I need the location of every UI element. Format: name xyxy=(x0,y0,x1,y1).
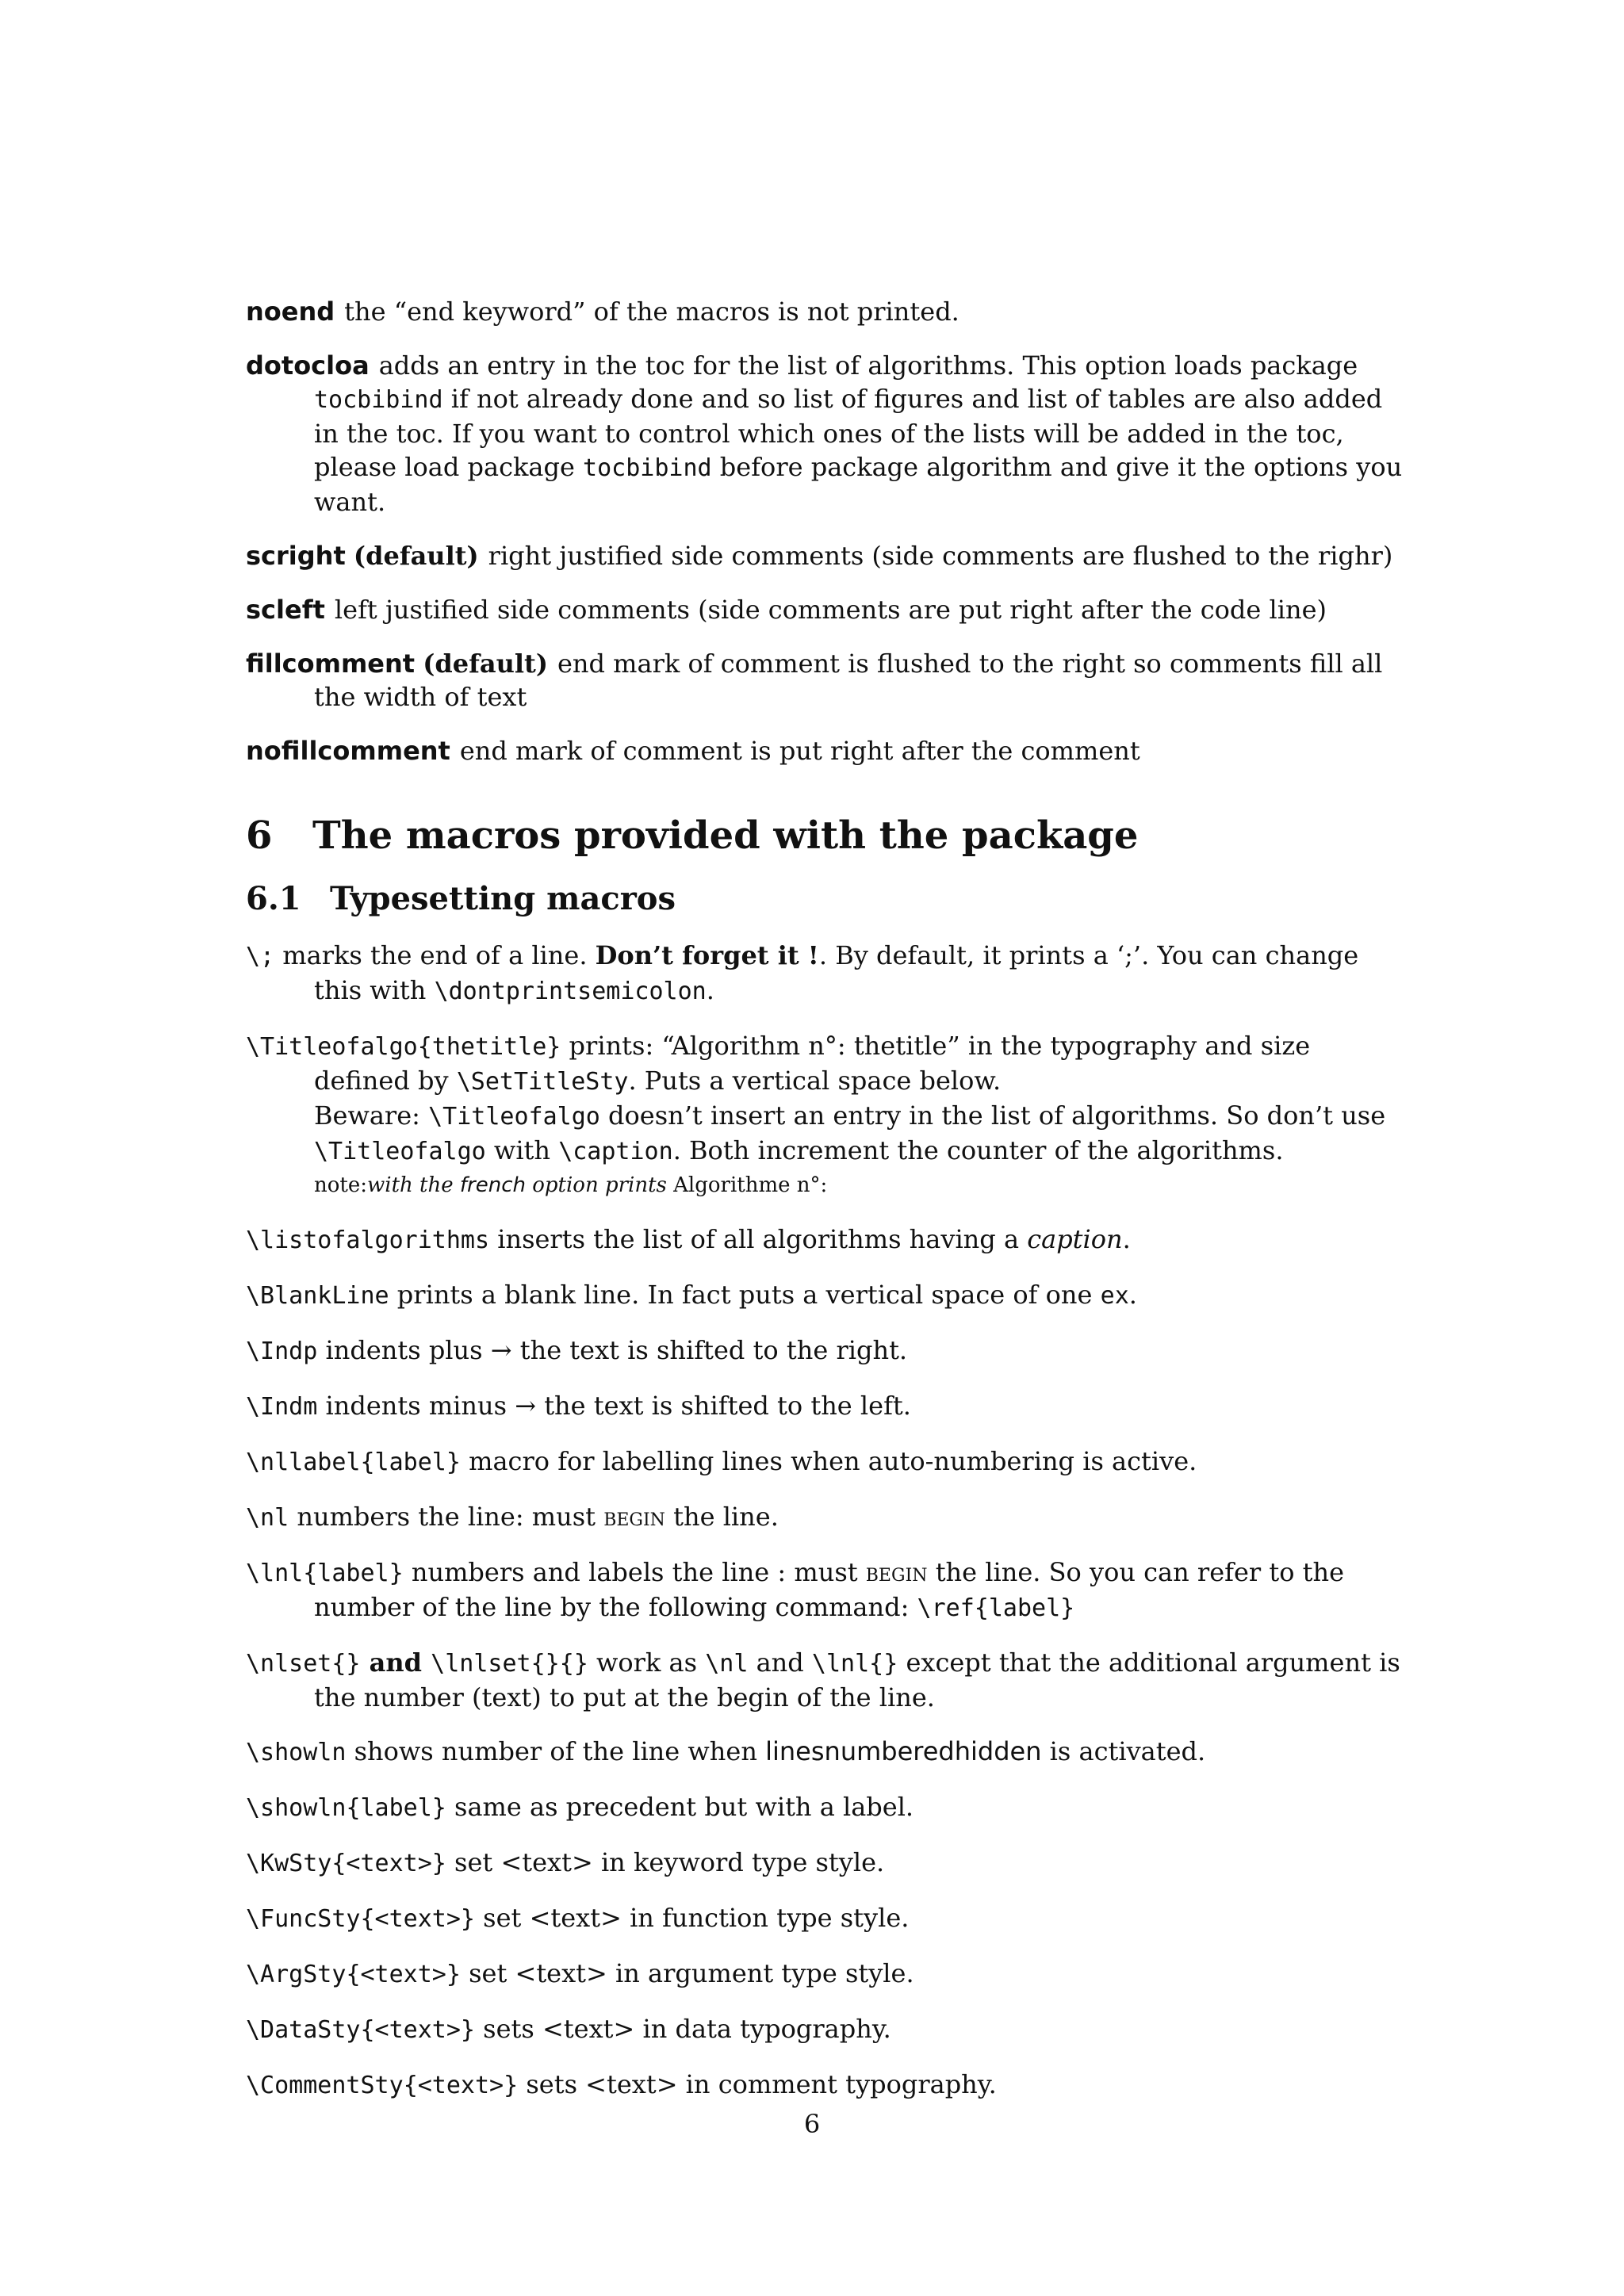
macro-command: \ref xyxy=(917,1594,975,1622)
macro-desc: same as precedent but with a label. xyxy=(446,1792,914,1822)
note-label: note: xyxy=(314,1173,367,1197)
macro-command: \caption xyxy=(558,1138,673,1165)
note-text: with the xyxy=(367,1173,460,1197)
macro-desc: the line. So you can refer to the number of the line by the following command: xyxy=(314,1557,1345,1622)
macro-argument: {<text>} xyxy=(360,2016,475,2044)
subsection-number: 6.1 xyxy=(246,880,301,917)
italic-text: caption xyxy=(1027,1224,1123,1254)
subsection-title: Typesetting macros xyxy=(330,880,676,917)
option-name: fillcomment xyxy=(246,649,416,679)
macro-desc: . Puts a vertical space below. xyxy=(628,1066,1002,1096)
option-desc: if not already done and so list of figures and list of tables are also added in the toc. If you want to control which ones of the lists will be added in the toc, please load package xyxy=(314,384,1383,482)
macro-desc: indents plus → the text is shifted to the right. xyxy=(317,1335,908,1365)
macro-listofalgorithms xyxy=(246,1223,1408,1257)
macro-command: \listofalgorithms xyxy=(246,1226,490,1254)
macro-command: \lnlset xyxy=(431,1650,531,1678)
macro-commentsty xyxy=(246,2068,1408,2103)
macro-blankline xyxy=(246,1278,1408,1313)
macro-argument: {<text>} xyxy=(403,2072,519,2099)
macro-command: \dontprintsemicolon xyxy=(434,978,707,1005)
macro-desc: shows number of the line when xyxy=(346,1736,766,1766)
macro-desc: prints: “Algorithm n°: thetitle” in the typography and size defined by xyxy=(314,1031,1311,1096)
option-fillcomment xyxy=(246,647,1408,714)
macro-command: \DataSty xyxy=(246,2016,361,2044)
macro-command: \ArgSty xyxy=(246,1961,347,1988)
option-default: (default) xyxy=(353,541,479,571)
macro-command: \Titleofalgo xyxy=(246,1033,418,1061)
macro-nl xyxy=(246,1500,1408,1535)
macro-command: \nl xyxy=(246,1504,289,1532)
macro-command: \KwSty xyxy=(246,1850,332,1877)
option-desc: adds an entry in the toc for the list of algorithms. This option loads package xyxy=(378,350,1358,381)
macro-argument: {label} xyxy=(346,1794,446,1822)
macro-command: \; xyxy=(246,943,275,970)
section-title: The macros provided with the package xyxy=(312,813,1139,858)
beware-text: Beware: xyxy=(314,1100,429,1131)
note-text: option prints xyxy=(525,1173,674,1197)
macro-desc: . xyxy=(706,975,714,1005)
option-name: noend xyxy=(246,297,335,327)
macro-desc: macro for labelling lines when auto-numbering is active. xyxy=(460,1446,1197,1476)
macro-argument: {<text>} xyxy=(346,1961,461,1988)
macro-desc: marks the end of a line. xyxy=(274,940,596,970)
macro-indp xyxy=(246,1334,1408,1368)
macro-command: \Titleofalgo xyxy=(428,1103,600,1131)
macro-desc: . By default, it prints a ‘;’. You can change this with xyxy=(314,940,1359,1005)
small-caps-text: begin xyxy=(865,1557,928,1587)
option-desc: the “end keyword” of the macros is not printed. xyxy=(344,297,959,327)
macro-desc: sets <text> in comment typography. xyxy=(518,2069,997,2099)
option-dotocloa xyxy=(246,349,1408,519)
and-text: and xyxy=(360,1647,431,1678)
small-caps-text: begin xyxy=(603,1502,665,1532)
macro-argument: {label} xyxy=(360,1448,461,1476)
macro-nllabel xyxy=(246,1445,1408,1479)
document-page xyxy=(246,295,1408,2123)
macro-kwsty xyxy=(246,1846,1408,1881)
macro-desc: numbers and labels the line : must xyxy=(403,1557,866,1587)
option-name: scright xyxy=(246,541,346,571)
macro-funcsty xyxy=(246,1901,1408,1936)
macro-argument: {<text>} xyxy=(331,1850,446,1877)
beware-text: . Both increment the counter of the algorithms. xyxy=(672,1135,1284,1165)
macro-command: \showln xyxy=(246,1794,347,1822)
section-heading xyxy=(246,813,1408,858)
subsection-heading xyxy=(246,880,1408,918)
macro-lnl xyxy=(246,1556,1408,1625)
unit-text: ex xyxy=(1100,1282,1129,1310)
macro-desc: set <text> in argument type style. xyxy=(460,1958,914,1988)
macro-desc: except that the additional argument is the number (text) to put at the begin of the line. xyxy=(314,1647,1400,1712)
macro-command: \lnl xyxy=(811,1650,870,1678)
macro-argument: {}{} xyxy=(530,1650,588,1678)
macro-argument: {} xyxy=(869,1650,898,1678)
option-name: nofillcomment xyxy=(246,736,450,766)
macro-titleofalgo xyxy=(246,1029,1408,1202)
option-scleft xyxy=(246,593,1408,626)
macro-showln-label xyxy=(246,1790,1408,1825)
macro-argument: {thetitle} xyxy=(417,1033,561,1061)
option-reference: linesnumberedhidden xyxy=(765,1736,1042,1766)
macro-command: \lnl xyxy=(246,1559,304,1587)
macro-command: \FuncSty xyxy=(246,1905,361,1933)
macro-desc: is activated. xyxy=(1041,1736,1206,1766)
macro-command: \BlankLine xyxy=(246,1282,389,1310)
macro-command: \CommentSty xyxy=(246,2072,404,2099)
macro-desc: inserts the list of all algorithms having a xyxy=(489,1224,1028,1254)
option-name: scleft xyxy=(246,595,325,625)
section-number: 6 xyxy=(246,813,273,858)
macro-desc: and xyxy=(748,1647,812,1678)
macro-desc: prints a blank line. In fact puts a vertical space of one xyxy=(389,1280,1101,1310)
option-desc: end mark of comment is flushed to the right so comments fill all the width of text xyxy=(314,649,1383,712)
option-desc: before package algorithm and give it the options you want. xyxy=(314,452,1403,517)
beware-note xyxy=(314,1099,1408,1169)
macro-desc: . xyxy=(1122,1224,1131,1254)
option-scright xyxy=(246,539,1408,572)
macro-indm xyxy=(246,1389,1408,1424)
macro-argsty xyxy=(246,1957,1408,1992)
option-desc: left justified side comments (side comments are put right after the code line) xyxy=(334,595,1327,625)
macro-command: \showln xyxy=(246,1739,347,1766)
macro-desc: the line. xyxy=(665,1502,779,1532)
macro-desc: work as xyxy=(588,1647,706,1678)
macro-argument: {<text>} xyxy=(360,1905,475,1933)
macro-command: \nlset xyxy=(246,1650,332,1678)
macro-desc: sets <text> in data typography. xyxy=(475,2014,891,2044)
macro-command: \nl xyxy=(705,1650,749,1678)
macro-nlset xyxy=(246,1646,1408,1714)
emphasis-text: Don’t forget it ! xyxy=(595,940,819,970)
macro-argument: {} xyxy=(331,1650,361,1678)
macro-desc: numbers the line: must xyxy=(289,1502,604,1532)
beware-text: with xyxy=(485,1135,559,1165)
macro-argument: {label} xyxy=(303,1559,404,1587)
page-number: 6 xyxy=(803,2109,821,2139)
option-noend xyxy=(246,295,1408,328)
macro-datasty xyxy=(246,2012,1408,2047)
option-nofillcomment xyxy=(246,734,1408,767)
macro-desc: set <text> in keyword type style. xyxy=(446,1847,885,1877)
option-default: (default) xyxy=(423,649,548,679)
macro-command: \Indp xyxy=(246,1337,318,1365)
option-desc: end mark of comment is put right after the comment xyxy=(459,736,1140,766)
macro-command: \Titleofalgo xyxy=(314,1138,486,1165)
macro-desc: indents minus → the text is shifted to the left. xyxy=(317,1391,911,1421)
package-name: tocbibind xyxy=(583,454,712,482)
french-note xyxy=(314,1169,1408,1202)
option-desc: right justified side comments (side comments are flushed to the righr) xyxy=(488,541,1393,571)
macro-command: \nllabel xyxy=(246,1448,361,1476)
note-text: Algorithme n°: xyxy=(673,1173,828,1197)
macro-command: \SetTitleSty xyxy=(456,1068,629,1096)
package-name: tocbibind xyxy=(314,386,443,414)
beware-text: doesn’t insert an entry in the list of algorithms. So don’t use xyxy=(599,1100,1386,1131)
macro-desc: . xyxy=(1128,1280,1137,1310)
macro-command: \Indm xyxy=(246,1393,318,1421)
macro-argument: {label} xyxy=(974,1594,1075,1622)
note-option: french xyxy=(459,1173,526,1197)
macro-desc: set <text> in function type style. xyxy=(475,1903,910,1933)
macro-showln xyxy=(246,1735,1408,1770)
macro-semicolon xyxy=(246,939,1408,1008)
option-name: dotocloa xyxy=(246,350,370,381)
